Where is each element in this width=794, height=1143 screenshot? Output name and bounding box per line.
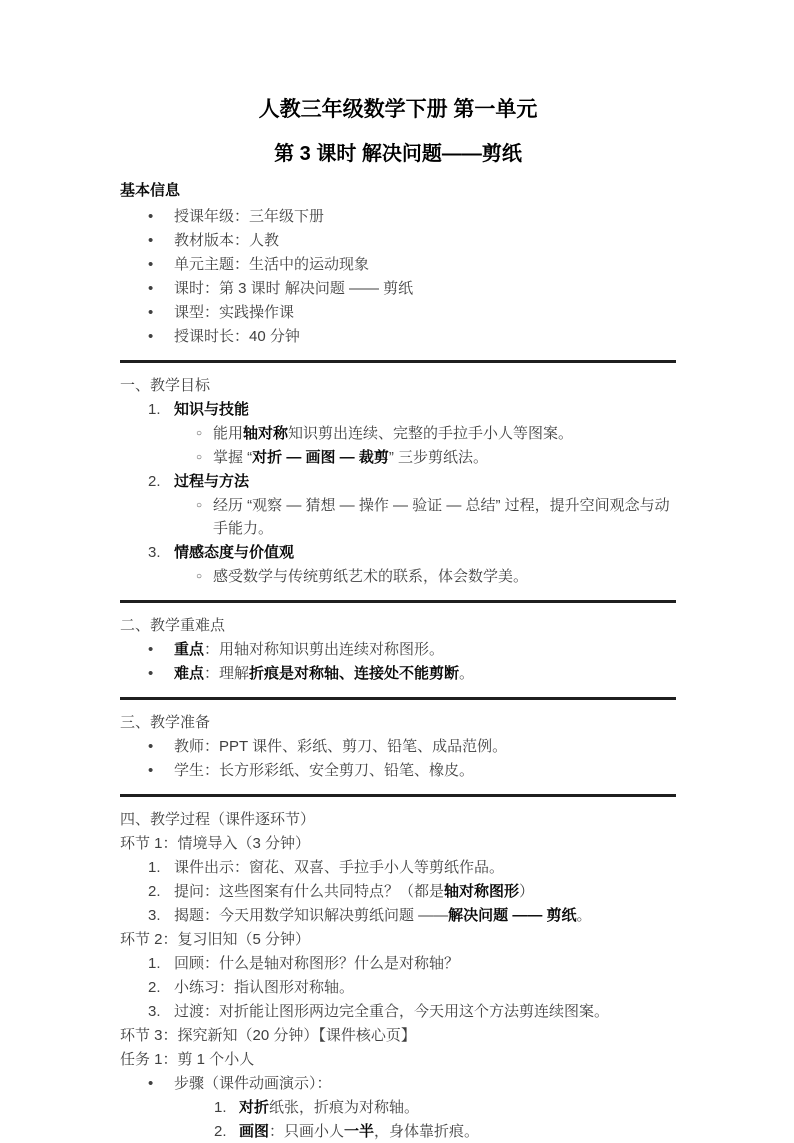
section-heading: 基本信息: [120, 182, 181, 199]
line-text: [174, 856, 676, 879]
list-item: [120, 253, 676, 276]
list-item: [120, 904, 676, 927]
list-item: [120, 735, 676, 758]
text-segment: 小练习：指认图形对称轴。: [174, 979, 355, 996]
line-text: [174, 759, 676, 782]
text-segment: 课件出示：窗花、双喜、手拉手小人等剪纸作品。: [174, 859, 505, 876]
list-item: [120, 494, 676, 540]
text-segment: 三、教学准备: [120, 714, 211, 731]
paragraph-line: [120, 928, 676, 951]
text-segment: ：用轴对称知识剪出连续对称图形。: [204, 641, 445, 658]
line-text: [120, 808, 676, 831]
line-text: [174, 470, 676, 493]
text-segment: ” 三步剪纸法。: [388, 449, 489, 466]
text-segment-bold: 对折: [239, 1099, 270, 1116]
text-segment: 能用: [213, 425, 244, 442]
paragraph-line: [120, 832, 676, 855]
line-text: [174, 662, 676, 685]
list-item: [120, 880, 676, 903]
text-segment: ）: [519, 883, 535, 900]
text-segment: 四、教学过程（课件逐环节）: [120, 811, 316, 828]
list-item: [120, 422, 676, 445]
text-segment: 掌握 “: [213, 449, 253, 466]
line-text: [174, 253, 676, 276]
line-text: [239, 1120, 676, 1143]
text-segment-bold: 一半: [344, 1123, 375, 1140]
line-text: [174, 880, 676, 903]
text-segment: 教师：PPT 课件、彩纸、剪刀、铅笔、成品范例。: [174, 738, 508, 755]
list-item: [120, 856, 676, 879]
bullet-disc-marker: •: [148, 738, 154, 755]
line-text: [174, 325, 676, 348]
text-segment: 提问：这些图案有什么共同特点？（都是: [174, 883, 445, 900]
text-segment: ：理解: [204, 665, 250, 682]
list-item: [120, 470, 676, 493]
list-item: [120, 759, 676, 782]
line-text: [174, 205, 676, 228]
bullet-disc-marker: •: [148, 256, 154, 273]
text-segment: 授课时长：40 分钟: [174, 328, 300, 345]
section-divider: [120, 360, 676, 363]
paragraph-line: [120, 614, 676, 637]
bullet-circle-marker: ○: [196, 452, 203, 463]
text-segment: ：只画小人: [269, 1123, 345, 1140]
text-segment: 单元主题：生活中的运动现象: [174, 256, 370, 273]
line-text: [174, 229, 676, 252]
list-item: [120, 446, 676, 469]
line-text: [213, 565, 676, 588]
bullet-disc-marker: •: [148, 641, 154, 658]
number-marker: 2.: [214, 1123, 227, 1140]
number-marker: 2.: [148, 979, 161, 996]
text-segment-bold: 过程与方法: [174, 473, 250, 490]
document-title: 人教三年级数学下册 第一单元: [258, 98, 538, 121]
line-text: [174, 904, 676, 927]
text-segment: 课时：第 3 课时 解决问题 —— 剪纸: [174, 280, 414, 297]
bullet-disc-marker: •: [148, 1075, 154, 1092]
number-marker: 3.: [148, 1003, 161, 1020]
line-text: [174, 638, 676, 661]
number-marker: 2.: [148, 473, 161, 490]
text-segment: 揭题：今天用数学知识解决剪纸问题 ——: [174, 907, 449, 924]
list-item: [120, 662, 676, 685]
list-item: [120, 565, 676, 588]
text-segment: ，身体靠折痕。: [374, 1123, 480, 1140]
text-segment: 环节 2：复习旧知（5 分钟）: [120, 931, 311, 948]
number-marker: 1.: [214, 1099, 227, 1116]
list-item: [120, 952, 676, 975]
text-segment: 感受数学与传统剪纸艺术的联系，体会数学美。: [213, 568, 529, 585]
text-segment: 学生：长方形彩纸、安全剪刀、铅笔、橡皮。: [174, 762, 475, 779]
text-segment: 步骤（课件动画演示）：: [174, 1075, 332, 1092]
list-item: [120, 277, 676, 300]
text-segment: 课型：实践操作课: [174, 304, 295, 321]
line-text: [174, 541, 676, 564]
paragraph-line: [120, 711, 676, 734]
bullet-disc-marker: •: [148, 665, 154, 682]
list-item: [120, 1072, 676, 1095]
line-text: [120, 832, 676, 855]
paragraph-line: [120, 1048, 676, 1071]
list-item: [120, 638, 676, 661]
text-segment: 授课年级：三年级下册: [174, 208, 325, 225]
text-segment: 教材版本：人教: [174, 232, 280, 249]
list-item: [120, 301, 676, 324]
text-segment-bold: 情感态度与价值观: [174, 544, 295, 561]
text-segment-bold: 知识与技能: [174, 401, 250, 418]
number-marker: 3.: [148, 907, 161, 924]
list-item: [120, 976, 676, 999]
section-divider: [120, 600, 676, 603]
line-text: [174, 1072, 676, 1095]
bullet-disc-marker: •: [148, 232, 154, 249]
list-item: [120, 229, 676, 252]
number-marker: 1.: [148, 401, 161, 418]
document-subtitle: 第 3 课时 解决问题——剪纸: [274, 143, 522, 165]
text-segment-bold: 轴对称图形: [444, 883, 520, 900]
section-divider: [120, 697, 676, 700]
line-text: [120, 1024, 676, 1047]
line-text: [213, 422, 676, 445]
text-segment: 任务 1：剪 1 个小人: [120, 1051, 255, 1068]
bullet-disc-marker: •: [148, 280, 154, 297]
section-divider: [120, 794, 676, 797]
text-segment: 二、教学重难点: [120, 617, 226, 634]
bullet-disc-marker: •: [148, 304, 154, 321]
text-segment-bold: 解决问题 —— 剪纸: [448, 907, 577, 924]
line-text: [120, 1048, 676, 1071]
text-segment: 纸张，折痕为对称轴。: [269, 1099, 420, 1116]
line-text: [239, 1096, 676, 1119]
text-segment: 环节 3：探究新知（20 分钟）【课件核心页】: [120, 1027, 416, 1044]
document-body: [120, 180, 676, 1143]
text-segment: 过渡：对折能让图形两边完全重合，今天用这个方法剪连续图案。: [174, 1003, 610, 1020]
list-item: [120, 325, 676, 348]
bullet-disc-marker: •: [148, 208, 154, 225]
text-segment-bold: 画图: [239, 1123, 270, 1140]
line-text: [120, 711, 676, 734]
text-segment-bold: 难点: [174, 665, 205, 682]
line-text: [120, 614, 676, 637]
bullet-disc-marker: •: [148, 328, 154, 345]
text-segment-bold: 对折 — 画图 — 裁剪: [252, 449, 389, 466]
line-text: [174, 1000, 676, 1023]
list-item: [120, 1120, 676, 1143]
list-item: [120, 398, 676, 421]
paragraph-line: [120, 374, 676, 397]
number-marker: 3.: [148, 544, 161, 561]
number-marker: 1.: [148, 955, 161, 972]
line-text: [120, 374, 676, 397]
text-segment: 回顾：什么是轴对称图形？什么是对称轴？: [174, 955, 460, 972]
line-text: [120, 928, 676, 951]
line-text: [174, 398, 676, 421]
text-segment: 知识剪出连续、完整的手拉手小人等图案。: [288, 425, 574, 442]
text-segment: 。: [576, 907, 592, 924]
list-item: [120, 205, 676, 228]
text-segment-bold: 轴对称: [243, 425, 289, 442]
paragraph-line: [120, 1024, 676, 1047]
list-item: [120, 1000, 676, 1023]
text-segment: 经历 “观察 — 猜想 — 操作 — 验证 — 总结” 过程，提升空间观念与动手能力。: [213, 497, 670, 537]
text-segment-bold: 折痕是对称轴、连接处不能剪断: [249, 665, 460, 682]
line-text: [174, 277, 676, 300]
text-segment: 。: [459, 665, 475, 682]
paragraph-line: [120, 808, 676, 831]
bullet-disc-marker: •: [148, 762, 154, 779]
line-text: [213, 446, 676, 469]
line-text: [174, 976, 676, 999]
list-item: [120, 541, 676, 564]
line-text: [174, 301, 676, 324]
number-marker: 1.: [148, 859, 161, 876]
line-text: [213, 494, 676, 540]
bullet-circle-marker: ○: [196, 500, 203, 511]
text-segment: 一、教学目标: [120, 377, 211, 394]
bullet-circle-marker: ○: [196, 428, 203, 439]
number-marker: 2.: [148, 883, 161, 900]
text-segment-bold: 重点: [174, 641, 205, 658]
line-text: [174, 735, 676, 758]
bullet-circle-marker: ○: [196, 571, 203, 582]
line-text: [174, 952, 676, 975]
text-segment: 环节 1：情境导入（3 分钟）: [120, 835, 311, 852]
list-item: [120, 1096, 676, 1119]
